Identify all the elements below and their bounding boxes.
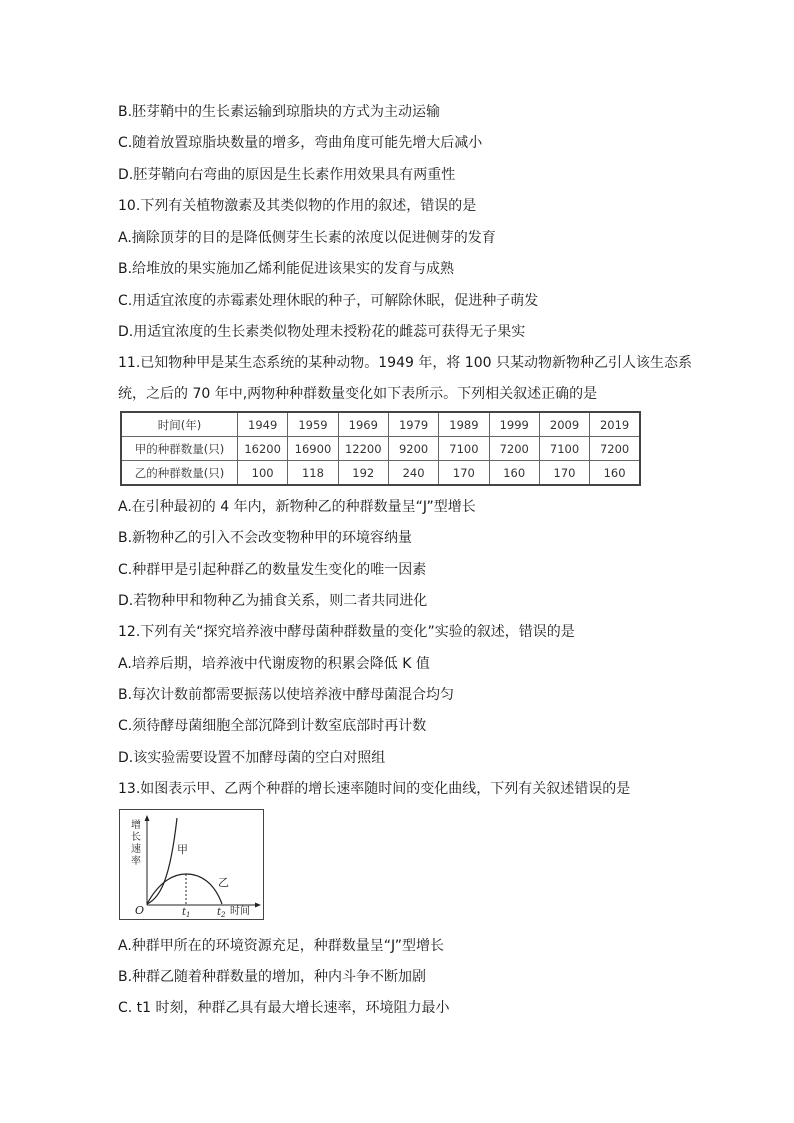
table-cell: 1999 bbox=[489, 412, 539, 437]
option-11b: B.新物种乙的引入不会改变物种甲的环境容纳量 bbox=[118, 530, 413, 546]
option-12c: C.须待酵母菌细胞全部沉降到计数室底部时再计数 bbox=[118, 718, 427, 734]
option-11c: C.种群甲是引起种群乙的数量发生变化的唯一因素 bbox=[118, 562, 427, 578]
table-row-label: 甲的种群数量(只) bbox=[121, 437, 238, 461]
option-9b: B.胚芽鞘中的生长素运输到琼脂块的方式为主动运输 bbox=[118, 104, 441, 120]
ylabel-char: 率 bbox=[131, 856, 141, 867]
table-cell: 16200 bbox=[238, 437, 288, 461]
question-11-line1: 11.已知物种甲是某生态系统的某种动物。1949 年，将 100 只某动物新物种乙引人该生态系 bbox=[118, 355, 692, 371]
table-cell: 118 bbox=[288, 461, 338, 486]
table-cell: 2019 bbox=[590, 412, 640, 437]
question-13: 13.如图表示甲、乙两个种群的增长速率随时间的变化曲线，下列有关叙述错误的是 bbox=[118, 781, 631, 797]
table-cell: 160 bbox=[590, 461, 640, 486]
option-13a: A.种群甲所在的环境资源充足，种群数量呈“J”型增长 bbox=[118, 938, 444, 954]
option-10c: C.用适宜浓度的赤霉素处理休眠的种子，可解除休眠，促进种子萌发 bbox=[118, 293, 539, 309]
option-12b: B.每次计数前都需要振荡以使培养液中酵母菌混合均匀 bbox=[118, 687, 455, 703]
x-axis-arrow bbox=[255, 903, 261, 908]
table-cell: 7100 bbox=[439, 437, 489, 461]
table-cell: 7200 bbox=[590, 437, 640, 461]
option-10b: B.给堆放的果实施加乙烯利能促进该果实的发育与成熟 bbox=[118, 261, 455, 277]
option-11d: D.若物种甲和物种乙为捕食关系，则二者共同进化 bbox=[118, 593, 428, 609]
table-row-jia bbox=[121, 437, 640, 461]
origin-label: O bbox=[135, 904, 145, 917]
table-cell: 9200 bbox=[388, 437, 438, 461]
table-cell: 170 bbox=[539, 461, 589, 486]
ylabel-char: 速 bbox=[131, 844, 141, 855]
option-10d: D.用适宜浓度的生长素类似物处理未授粉花的雌蕊可获得无子果实 bbox=[118, 324, 526, 340]
table-cell: 240 bbox=[388, 461, 438, 486]
option-12d: D.该实验需要设置不加酵母菌的空白对照组 bbox=[118, 750, 386, 766]
table-header-row bbox=[121, 412, 640, 437]
table-cell: 192 bbox=[338, 461, 388, 486]
option-10a: A.摘除顶芽的目的是降低侧芽生长素的浓度以促进侧芽的发育 bbox=[118, 230, 496, 246]
table-cell: 时间(年) bbox=[121, 412, 238, 437]
option-11a: A.在引种最初的 4 年内，新物种乙的种群数量呈“J”型增长 bbox=[118, 499, 476, 515]
y-axis-arrow bbox=[145, 815, 150, 821]
curve-yi bbox=[147, 874, 222, 904]
table-cell: 16900 bbox=[288, 437, 338, 461]
t1-label: $t_1$ bbox=[182, 907, 191, 919]
option-13b: B.种群乙随着种群数量的增加，种内斗争不断加剧 bbox=[118, 969, 427, 985]
curve-jia bbox=[147, 818, 177, 904]
table-cell: 160 bbox=[489, 461, 539, 486]
table-cell: 2009 bbox=[539, 412, 589, 437]
option-13c: C. t1 时刻，种群乙具有最大增长速率，环境阻力最小 bbox=[118, 1000, 450, 1016]
table-row-label: 乙的种群数量(只) bbox=[121, 461, 238, 486]
question-11-line2: 统，之后的 70 年中,两物种种群数量变化如下表所示。下列相关叙述正确的是 bbox=[118, 386, 598, 402]
ylabel-char: 长 bbox=[131, 832, 141, 843]
table-cell: 1989 bbox=[439, 412, 489, 437]
t2-label: $t_2$ bbox=[217, 907, 226, 919]
question-10: 10.下列有关植物激素及其类似物的作用的叙述，错误的是 bbox=[118, 198, 477, 214]
table-cell: 100 bbox=[238, 461, 288, 486]
ylabel-char: 增 bbox=[131, 820, 141, 831]
table-cell: 7100 bbox=[539, 437, 589, 461]
option-12a: A.培养后期，培养液中代谢废物的积累会降低 K 值 bbox=[118, 656, 430, 672]
x-axis-label: 时间 bbox=[230, 906, 250, 917]
table-cell: 170 bbox=[439, 461, 489, 486]
table-cell: 1969 bbox=[338, 412, 388, 437]
label-jia: 甲 bbox=[177, 843, 188, 856]
table-cell: 12200 bbox=[338, 437, 388, 461]
option-9c: C.随着放置琼脂块数量的增多，弯曲角度可能先增大后减小 bbox=[118, 135, 483, 151]
table-cell: 1949 bbox=[238, 412, 288, 437]
table-cell: 7200 bbox=[489, 437, 539, 461]
table-cell: 1979 bbox=[388, 412, 438, 437]
growth-rate-diagram bbox=[120, 810, 265, 921]
table-cell: 1959 bbox=[288, 412, 338, 437]
label-yi: 乙 bbox=[218, 876, 229, 889]
option-9d: D.胚芽鞘向右弯曲的原因是生长素作用效果具有两重性 bbox=[118, 167, 456, 183]
growth-rate-figure bbox=[119, 809, 264, 920]
population-table bbox=[120, 411, 641, 486]
table-row-yi bbox=[121, 461, 640, 486]
question-12: 12.下列有关“探究培养液中酵母菌种群数量的变化”实验的叙述，错误的是 bbox=[118, 624, 575, 640]
